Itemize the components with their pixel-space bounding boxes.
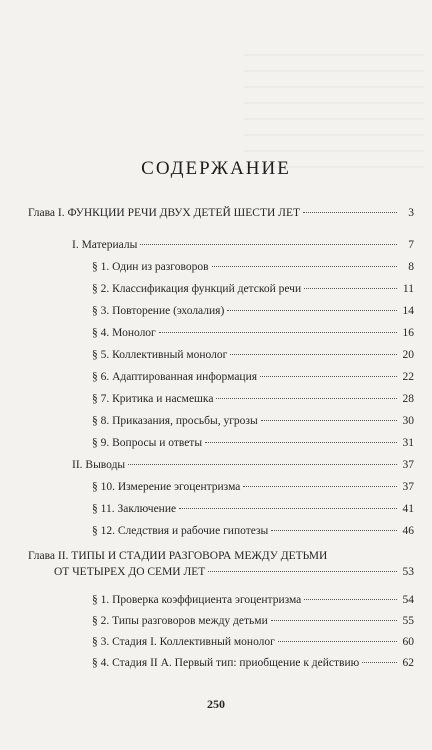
- toc-item[interactable]: [92, 348, 414, 362]
- toc-label: II. Выводы: [72, 459, 126, 471]
- toc-page: 55: [402, 615, 414, 627]
- toc-label: § 3. Повторение (эхолалия): [92, 305, 225, 317]
- toc-page: 7: [408, 239, 414, 251]
- toc-label: § 8. Приказания, просьбы, угрозы: [92, 415, 258, 427]
- dot-leader: [260, 376, 397, 377]
- dot-leader: [304, 288, 397, 289]
- toc-item[interactable]: [92, 502, 414, 516]
- toc-item[interactable]: [92, 370, 414, 384]
- toc-item[interactable]: [92, 524, 414, 538]
- toc-page: 22: [402, 371, 414, 383]
- dot-leader: [243, 486, 397, 487]
- dot-leader: [140, 244, 397, 245]
- dot-leader: [128, 464, 397, 465]
- dot-leader: [304, 599, 397, 600]
- toc-page: 54: [402, 594, 414, 606]
- dot-leader: [179, 508, 397, 509]
- dot-leader: [227, 310, 397, 311]
- toc-label: § 5. Коллективный монолог: [92, 349, 228, 361]
- toc-label: § 10. Измерение эгоцентризма: [92, 481, 241, 493]
- toc-label: § 4. Монолог: [92, 327, 156, 339]
- toc-page: 8: [408, 261, 414, 273]
- dot-leader: [212, 266, 398, 267]
- toc-item[interactable]: [92, 392, 414, 406]
- dot-leader: [303, 212, 397, 213]
- toc-label: § 2. Типы разговоров между детьми: [92, 615, 268, 627]
- toc-page: 60: [402, 636, 414, 648]
- toc-label: Глава II. ТИПЫ И СТАДИИ РАЗГОВОРА МЕЖДУ ДЕТЬМИ: [28, 550, 328, 562]
- toc-page: 62: [402, 657, 414, 669]
- dot-leader: [278, 641, 397, 642]
- toc-label: § 11. Заключение: [92, 503, 177, 515]
- toc-section-conclusions[interactable]: [72, 458, 414, 472]
- toc-item[interactable]: [92, 282, 414, 296]
- toc-page: 3: [408, 207, 414, 219]
- toc-label: § 12. Следствия и рабочие гипотезы: [92, 525, 269, 537]
- toc-label: § 9. Вопросы и ответы: [92, 437, 203, 449]
- dot-leader: [205, 442, 397, 443]
- toc-chapter-2[interactable]: [54, 565, 414, 579]
- toc-label: § 1. Один из разговоров: [92, 261, 209, 273]
- toc-label: § 1. Проверка коэффициента эгоцентризма: [92, 594, 302, 606]
- toc-page: 53: [402, 566, 414, 578]
- toc-page: 30: [402, 415, 414, 427]
- toc-page: 20: [402, 349, 414, 361]
- toc-label: § 6. Адаптированная информация: [92, 371, 258, 383]
- dot-leader: [362, 662, 397, 663]
- toc-page: 31: [402, 437, 414, 449]
- toc-item[interactable]: [92, 593, 414, 607]
- toc-label-continued: ОТ ЧЕТЫРЕХ ДО СЕМИ ЛЕТ: [54, 566, 206, 578]
- toc-label: § 3. Стадия I. Коллективный монолог: [92, 636, 275, 648]
- toc-item[interactable]: [92, 635, 414, 649]
- toc-chapter-2-line1[interactable]: [28, 549, 414, 563]
- toc-item[interactable]: [92, 326, 414, 340]
- toc-item[interactable]: [92, 656, 414, 670]
- toc-page: 37: [402, 481, 414, 493]
- toc-item[interactable]: [92, 436, 414, 450]
- dot-leader: [261, 420, 397, 421]
- toc-item[interactable]: [92, 414, 414, 428]
- toc-label: § 2. Классификация функций детской речи: [92, 283, 302, 295]
- dot-leader: [271, 620, 397, 621]
- toc-label: I. Материалы: [72, 239, 138, 251]
- dot-leader: [230, 354, 397, 355]
- dot-leader: [159, 332, 397, 333]
- toc-item[interactable]: [92, 480, 414, 494]
- toc-label: Глава I. ФУНКЦИИ РЕЧИ ДВУХ ДЕТЕЙ ШЕСТИ ЛЕТ: [28, 207, 301, 219]
- toc-page: 41: [402, 503, 414, 515]
- dot-leader: [208, 571, 397, 572]
- page-title: СОДЕРЖАНИЕ: [141, 158, 291, 179]
- toc-item[interactable]: [92, 614, 414, 628]
- toc-page: 11: [402, 283, 414, 295]
- toc-section-materials[interactable]: [72, 238, 414, 252]
- toc-item[interactable]: [92, 304, 414, 318]
- page-number: 250: [207, 697, 225, 711]
- toc-page: 14: [402, 305, 414, 317]
- toc-item[interactable]: [92, 260, 414, 274]
- toc-page: 16: [402, 327, 414, 339]
- toc-chapter-1[interactable]: [28, 206, 414, 220]
- toc-label: § 7. Критика и насмешка: [92, 393, 214, 405]
- toc-label: § 4. Стадия II А. Первый тип: приобщение к действию: [92, 657, 360, 669]
- toc-page: 46: [402, 525, 414, 537]
- dot-leader: [271, 530, 397, 531]
- toc-page: 28: [402, 393, 414, 405]
- toc-page: 37: [402, 459, 414, 471]
- dot-leader: [216, 398, 397, 399]
